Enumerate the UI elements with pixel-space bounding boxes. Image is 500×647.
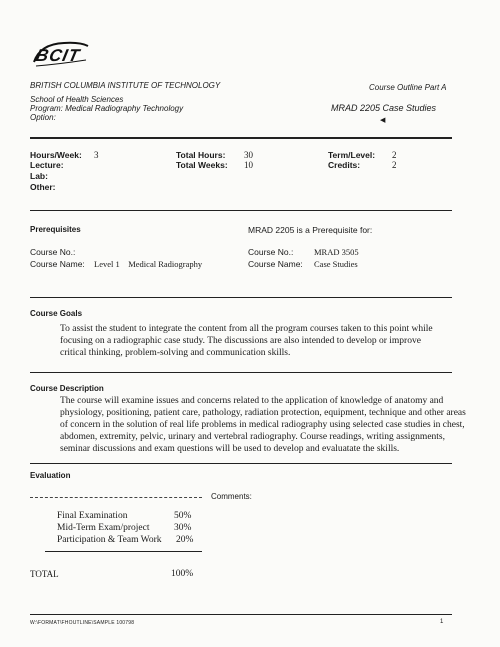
- footer-rule: [30, 614, 452, 615]
- hours-week-value: 3: [94, 150, 99, 160]
- other-label: Other:: [30, 182, 56, 192]
- logo-text: BCIT: [34, 46, 82, 65]
- credits-value: 2: [392, 160, 397, 170]
- eval-item-value: 30%: [174, 523, 192, 533]
- description-rule: [30, 463, 452, 464]
- hours-week-label: Hours/Week:: [30, 150, 82, 160]
- course-goals-heading: Course Goals: [30, 309, 83, 318]
- total-label: TOTAL: [30, 569, 59, 579]
- credits-label: Credits:: [328, 160, 361, 170]
- total-hours-label: Total Hours:: [176, 150, 226, 160]
- page-number: 1: [440, 619, 444, 625]
- outline-label: Course Outline Part A: [369, 83, 447, 92]
- eval-item-value: 20%: [176, 535, 194, 545]
- eval-item-label: Mid-Term Exam/project: [57, 523, 150, 533]
- lab-label: Lab:: [30, 171, 48, 181]
- left-course-name-label: Course Name:: [30, 259, 85, 269]
- total-value: 100%: [171, 569, 194, 579]
- eval-item-value: 50%: [174, 511, 192, 521]
- lecture-label: Lecture:: [30, 160, 64, 170]
- option-label: Option:: [30, 113, 56, 122]
- right-course-no: MRAD 3505: [314, 247, 359, 257]
- prerequisites-rule: [30, 297, 452, 298]
- course-description-heading: Course Description: [30, 384, 104, 393]
- program-name: Program: Medical Radiography Technology: [30, 104, 184, 113]
- course-description-text: The course will examine issues and concerns related to the application of knowledge of anatomy and physiology, positioning, patient care, pathology, radiation protection, equipment, technique and other areas of concern in the solution of real life problems in medical radiography using selected case studies in chest, abdomen, extremity, pelvic, urinary and vertebral radiography. Course readings, writing assignments, seminar discussions and exam questions will be used to develop and evaluatate the skills.: [60, 396, 466, 454]
- header-rule: [30, 137, 452, 139]
- hours-rule: [30, 210, 452, 211]
- comments-label: Comments:: [211, 492, 252, 501]
- eval-item-label: Participation & Team Work: [57, 535, 162, 545]
- left-course-name: Level 1 Medical Radiography: [94, 259, 203, 269]
- institute-name: BRITISH COLUMBIA INSTITUTE OF TECHNOLOGY: [30, 81, 221, 90]
- prerequisites-heading: Prerequisites: [30, 225, 81, 234]
- footer-path: W:\FORMAT\FHOUTLINE\SAMPLE 100798: [30, 620, 135, 626]
- total-weeks-label: Total Weeks:: [176, 160, 228, 170]
- right-course-name: Case Studies: [314, 259, 358, 269]
- arrow-mark: ◀: [380, 117, 386, 124]
- left-course-no-label: Course No.:: [30, 247, 76, 257]
- term-level-label: Term/Level:: [328, 150, 376, 160]
- total-weeks-value: 10: [244, 160, 253, 170]
- bcit-logo: [30, 40, 92, 70]
- evaluation-sum-rule: [45, 551, 202, 552]
- school-name: School of Health Sciences: [30, 95, 124, 104]
- eval-item-label: Final Examination: [57, 511, 128, 521]
- right-course-no-label: Course No.:: [248, 247, 294, 257]
- right-course-name-label: Course Name:: [248, 259, 303, 269]
- total-hours-value: 30: [244, 150, 253, 160]
- evaluation-heading: Evaluation: [30, 471, 71, 480]
- course-goals-text: To assist the student to integrate the content from all the program courses taken to this point while focusing on a radiographic case study. The discussions are also intended to develop or improve critical thinking, problem-solving and communication skills.: [60, 324, 433, 358]
- evaluation-dashed-rule: [30, 497, 202, 498]
- goals-rule: [30, 372, 452, 373]
- prerequisite-for-heading: MRAD 2205 is a Prerequisite for:: [248, 225, 373, 235]
- term-level-value: 2: [392, 150, 397, 160]
- course-title: MRAD 2205 Case Studies: [331, 103, 437, 113]
